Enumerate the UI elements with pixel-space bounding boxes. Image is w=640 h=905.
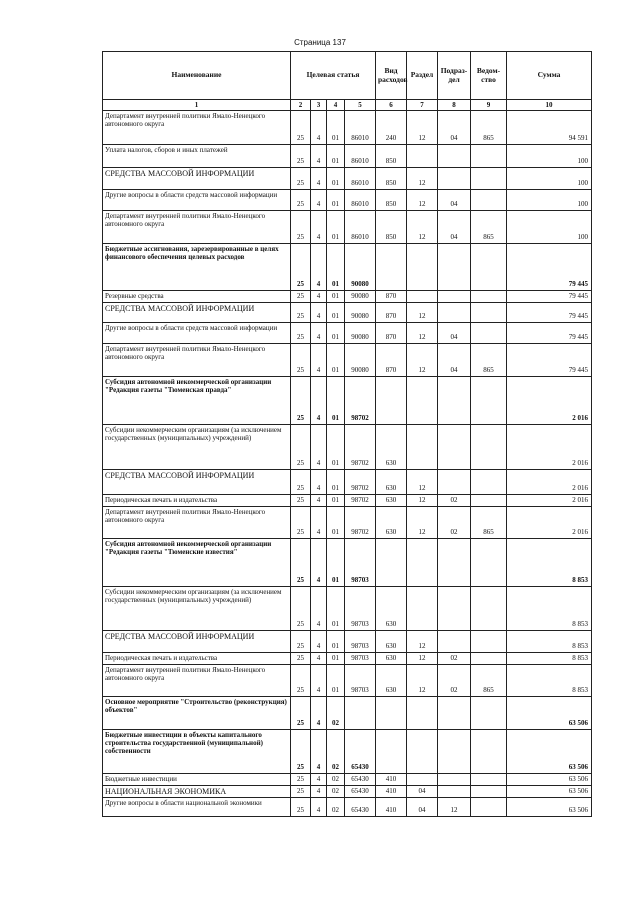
cell-target-direction: 98702 — [345, 377, 376, 425]
row-name: Периодическая печать и издательства — [103, 653, 291, 665]
cell-expense-type — [376, 377, 407, 425]
cell-target-activity: 01 — [327, 377, 345, 425]
row-name: Департамент внутренней политики Ямало-Ненецкого автономного округа — [103, 111, 291, 145]
cell-section: 04 — [407, 786, 438, 798]
row-name: Субсидия автономной некоммерческой организации "Редакция газеты "Тюменская правда" — [103, 377, 291, 425]
cell-sum: 2 016 — [507, 507, 592, 539]
cell-target-subprogram: 4 — [311, 303, 327, 323]
cell-subsection: 02 — [438, 665, 471, 697]
cell-subsection — [438, 730, 471, 774]
cell-department — [471, 539, 507, 587]
cell-target-program: 25 — [291, 495, 311, 507]
row-name: Резервные средства — [103, 291, 291, 303]
table-row — [103, 665, 592, 697]
cell-target-program: 25 — [291, 774, 311, 786]
cell-section: 12 — [407, 111, 438, 145]
cell-target-program: 25 — [291, 190, 311, 211]
cell-target-activity: 01 — [327, 323, 345, 344]
cell-department — [471, 697, 507, 730]
cell-target-program: 25 — [291, 244, 311, 291]
cell-target-direction — [345, 697, 376, 730]
cell-target-direction: 98702 — [345, 425, 376, 470]
cell-department: 865 — [471, 507, 507, 539]
cell-sum: 100 — [507, 190, 592, 211]
cell-target-direction: 65430 — [345, 786, 376, 798]
cell-target-activity: 01 — [327, 291, 345, 303]
row-name: СРЕДСТВА МАССОВОЙ ИНФОРМАЦИИ — [103, 470, 291, 495]
cell-target-direction: 90080 — [345, 244, 376, 291]
cell-section: 12 — [407, 323, 438, 344]
cell-target-direction: 98702 — [345, 507, 376, 539]
table-row — [103, 495, 592, 507]
cell-department — [471, 145, 507, 168]
table-row — [103, 190, 592, 211]
cell-expense-type: 850 — [376, 190, 407, 211]
cell-section: 12 — [407, 344, 438, 377]
cell-sum: 8 853 — [507, 539, 592, 587]
cell-subsection — [438, 774, 471, 786]
cell-target-program: 25 — [291, 697, 311, 730]
row-name: Департамент внутренней политики Ямало-Ненецкого автономного округа — [103, 344, 291, 377]
cell-section — [407, 697, 438, 730]
cell-expense-type: 630 — [376, 507, 407, 539]
cell-subsection: 02 — [438, 507, 471, 539]
cell-department — [471, 377, 507, 425]
cell-sum: 79 445 — [507, 291, 592, 303]
column-number: 5 — [345, 100, 376, 111]
cell-department — [471, 425, 507, 470]
cell-department — [471, 470, 507, 495]
cell-expense-type: 870 — [376, 344, 407, 377]
cell-section — [407, 145, 438, 168]
cell-sum: 63 506 — [507, 730, 592, 774]
cell-sum: 8 853 — [507, 587, 592, 631]
table-row — [103, 539, 592, 587]
cell-sum: 2 016 — [507, 495, 592, 507]
cell-expense-type: 630 — [376, 587, 407, 631]
cell-target-activity: 02 — [327, 774, 345, 786]
cell-section: 12 — [407, 495, 438, 507]
cell-department: 865 — [471, 111, 507, 145]
cell-section — [407, 539, 438, 587]
cell-section — [407, 587, 438, 631]
table-row — [103, 507, 592, 539]
row-name: Бюджетные инвестиции в объекты капитального строительства государственной (муниципальной) собственности — [103, 730, 291, 774]
cell-target-subprogram: 4 — [311, 653, 327, 665]
cell-target-subprogram: 4 — [311, 798, 327, 817]
cell-target-direction: 98702 — [345, 470, 376, 495]
table-row — [103, 323, 592, 344]
row-name: Основное мероприятие "Строительство (реконструкция) объектов" — [103, 697, 291, 730]
cell-expense-type: 630 — [376, 425, 407, 470]
cell-section: 12 — [407, 653, 438, 665]
cell-target-program: 25 — [291, 798, 311, 817]
header-sum: Сумма — [507, 52, 592, 100]
cell-department — [471, 730, 507, 774]
cell-subsection — [438, 697, 471, 730]
row-name: Департамент внутренней политики Ямало-Ненецкого автономного округа — [103, 211, 291, 244]
cell-department — [471, 631, 507, 653]
cell-department — [471, 495, 507, 507]
cell-target-subprogram: 4 — [311, 323, 327, 344]
cell-target-program: 25 — [291, 425, 311, 470]
cell-department: 865 — [471, 211, 507, 244]
cell-target-subprogram: 4 — [311, 774, 327, 786]
cell-target-activity: 01 — [327, 168, 345, 190]
header-department: Ведом-ство — [471, 52, 507, 100]
cell-subsection — [438, 470, 471, 495]
column-number: 1 — [103, 100, 291, 111]
row-name: Другие вопросы в области национальной экономики — [103, 798, 291, 817]
column-number: 4 — [327, 100, 345, 111]
cell-expense-type: 630 — [376, 495, 407, 507]
row-name: СРЕДСТВА МАССОВОЙ ИНФОРМАЦИИ — [103, 631, 291, 653]
cell-target-direction: 90080 — [345, 291, 376, 303]
cell-expense-type: 850 — [376, 211, 407, 244]
cell-target-subprogram: 4 — [311, 786, 327, 798]
cell-subsection: 04 — [438, 190, 471, 211]
cell-sum: 79 445 — [507, 303, 592, 323]
cell-target-subprogram: 4 — [311, 587, 327, 631]
cell-target-direction: 65430 — [345, 730, 376, 774]
cell-subsection: 04 — [438, 344, 471, 377]
cell-subsection — [438, 244, 471, 291]
row-name: СРЕДСТВА МАССОВОЙ ИНФОРМАЦИИ — [103, 303, 291, 323]
cell-target-program: 25 — [291, 631, 311, 653]
cell-expense-type — [376, 539, 407, 587]
row-name: Субсидии некоммерческим организациям (за исключением государственных (муниципальных) учреждений) — [103, 587, 291, 631]
cell-target-program: 25 — [291, 587, 311, 631]
cell-sum: 8 853 — [507, 653, 592, 665]
row-name: Бюджетные ассигнования, зарезервированные в целях финансового обеспечения целевых расходов — [103, 244, 291, 291]
cell-target-program: 25 — [291, 730, 311, 774]
cell-expense-type: 870 — [376, 323, 407, 344]
cell-department — [471, 291, 507, 303]
cell-subsection: 02 — [438, 495, 471, 507]
row-name: Другие вопросы в области средств массовой информации — [103, 190, 291, 211]
budget-table — [102, 51, 592, 817]
table-row — [103, 730, 592, 774]
cell-target-subprogram: 4 — [311, 244, 327, 291]
cell-target-direction: 98703 — [345, 587, 376, 631]
header-target-article: Целевая статья — [291, 52, 376, 100]
cell-section — [407, 377, 438, 425]
cell-expense-type: 240 — [376, 111, 407, 145]
cell-sum: 63 506 — [507, 774, 592, 786]
cell-subsection — [438, 587, 471, 631]
row-name: СРЕДСТВА МАССОВОЙ ИНФОРМАЦИИ — [103, 168, 291, 190]
table-row — [103, 211, 592, 244]
cell-target-activity: 01 — [327, 344, 345, 377]
cell-subsection: 02 — [438, 653, 471, 665]
cell-target-subprogram: 4 — [311, 697, 327, 730]
cell-target-subprogram: 4 — [311, 190, 327, 211]
column-number: 2 — [291, 100, 311, 111]
cell-expense-type: 630 — [376, 665, 407, 697]
cell-sum: 79 445 — [507, 323, 592, 344]
cell-department — [471, 587, 507, 631]
table-row — [103, 774, 592, 786]
cell-target-program: 25 — [291, 145, 311, 168]
cell-target-direction: 65430 — [345, 774, 376, 786]
cell-section — [407, 291, 438, 303]
cell-target-program: 25 — [291, 786, 311, 798]
cell-expense-type: 630 — [376, 653, 407, 665]
cell-section: 12 — [407, 631, 438, 653]
header-name: Наименование — [103, 52, 291, 100]
cell-section: 12 — [407, 470, 438, 495]
cell-sum: 79 445 — [507, 344, 592, 377]
row-name: Периодическая печать и издательства — [103, 495, 291, 507]
cell-subsection — [438, 786, 471, 798]
cell-target-activity: 01 — [327, 653, 345, 665]
cell-section: 12 — [407, 665, 438, 697]
cell-target-program: 25 — [291, 344, 311, 377]
cell-subsection: 04 — [438, 211, 471, 244]
cell-target-activity: 02 — [327, 730, 345, 774]
cell-target-program: 25 — [291, 111, 311, 145]
cell-target-activity: 01 — [327, 587, 345, 631]
cell-target-direction: 86010 — [345, 111, 376, 145]
table-row — [103, 344, 592, 377]
cell-target-activity: 02 — [327, 697, 345, 730]
cell-target-subprogram: 4 — [311, 145, 327, 168]
cell-target-direction: 86010 — [345, 168, 376, 190]
cell-target-program: 25 — [291, 291, 311, 303]
cell-subsection: 04 — [438, 323, 471, 344]
cell-expense-type: 630 — [376, 470, 407, 495]
cell-target-direction: 86010 — [345, 145, 376, 168]
cell-sum: 2 016 — [507, 470, 592, 495]
column-number: 3 — [311, 100, 327, 111]
row-name: Уплата налогов, сборов и иных платежей — [103, 145, 291, 168]
cell-target-activity: 01 — [327, 470, 345, 495]
cell-target-subprogram: 4 — [311, 665, 327, 697]
cell-expense-type: 410 — [376, 786, 407, 798]
cell-section — [407, 244, 438, 291]
row-name: Субсидии некоммерческим организациям (за исключением государственных (муниципальных) учреждений) — [103, 425, 291, 470]
row-name: Другие вопросы в области средств массовой информации — [103, 323, 291, 344]
cell-target-activity: 02 — [327, 798, 345, 817]
column-number: 10 — [507, 100, 592, 111]
cell-target-program: 25 — [291, 168, 311, 190]
cell-department — [471, 798, 507, 817]
cell-target-subprogram: 4 — [311, 111, 327, 145]
cell-target-activity: 01 — [327, 495, 345, 507]
cell-section — [407, 730, 438, 774]
cell-expense-type: 410 — [376, 798, 407, 817]
cell-subsection — [438, 303, 471, 323]
column-number-row — [103, 100, 592, 111]
cell-target-activity: 01 — [327, 211, 345, 244]
table-row — [103, 168, 592, 190]
row-name: НАЦИОНАЛЬНАЯ ЭКОНОМИКА — [103, 786, 291, 798]
cell-target-program: 25 — [291, 377, 311, 425]
cell-target-program: 25 — [291, 653, 311, 665]
cell-target-subprogram: 4 — [311, 631, 327, 653]
table-row — [103, 111, 592, 145]
cell-expense-type: 870 — [376, 291, 407, 303]
cell-expense-type — [376, 730, 407, 774]
cell-target-program: 25 — [291, 539, 311, 587]
cell-section: 12 — [407, 168, 438, 190]
header-section: Раздел — [407, 52, 438, 100]
page-number-label: Страница 137 — [294, 38, 346, 47]
cell-sum: 100 — [507, 211, 592, 244]
cell-subsection — [438, 631, 471, 653]
cell-expense-type: 410 — [376, 774, 407, 786]
cell-department — [471, 786, 507, 798]
cell-section — [407, 774, 438, 786]
cell-department — [471, 244, 507, 291]
cell-target-activity: 01 — [327, 190, 345, 211]
cell-subsection: 04 — [438, 111, 471, 145]
cell-sum: 100 — [507, 145, 592, 168]
cell-target-direction: 98703 — [345, 665, 376, 697]
cell-subsection — [438, 145, 471, 168]
table-row — [103, 425, 592, 470]
table-row — [103, 145, 592, 168]
cell-subsection — [438, 425, 471, 470]
cell-section: 04 — [407, 798, 438, 817]
cell-sum: 94 591 — [507, 111, 592, 145]
cell-department — [471, 323, 507, 344]
cell-sum: 63 506 — [507, 786, 592, 798]
cell-target-activity: 01 — [327, 145, 345, 168]
cell-target-subprogram: 4 — [311, 495, 327, 507]
table-row — [103, 303, 592, 323]
cell-target-subprogram: 4 — [311, 291, 327, 303]
table-row — [103, 786, 592, 798]
cell-department — [471, 168, 507, 190]
table-row — [103, 587, 592, 631]
header-row — [103, 52, 592, 100]
table-row — [103, 470, 592, 495]
cell-subsection: 12 — [438, 798, 471, 817]
column-number: 9 — [471, 100, 507, 111]
cell-target-subprogram: 4 — [311, 377, 327, 425]
cell-expense-type: 630 — [376, 631, 407, 653]
cell-department — [471, 653, 507, 665]
cell-sum: 79 445 — [507, 244, 592, 291]
cell-section: 12 — [407, 190, 438, 211]
cell-target-subprogram: 4 — [311, 425, 327, 470]
cell-sum: 8 853 — [507, 631, 592, 653]
cell-expense-type: 870 — [376, 303, 407, 323]
table-row — [103, 291, 592, 303]
header-expense-type: Вид расходов — [376, 52, 407, 100]
cell-target-activity: 02 — [327, 786, 345, 798]
cell-department: 865 — [471, 665, 507, 697]
cell-target-activity: 01 — [327, 425, 345, 470]
cell-target-program: 25 — [291, 507, 311, 539]
cell-sum: 100 — [507, 168, 592, 190]
cell-subsection — [438, 291, 471, 303]
cell-target-direction: 98703 — [345, 539, 376, 587]
cell-target-program: 25 — [291, 211, 311, 244]
cell-expense-type: 850 — [376, 168, 407, 190]
cell-section — [407, 425, 438, 470]
cell-target-direction: 86010 — [345, 211, 376, 244]
cell-sum: 2 016 — [507, 377, 592, 425]
cell-target-activity: 01 — [327, 507, 345, 539]
cell-target-direction: 90080 — [345, 323, 376, 344]
cell-target-direction: 98703 — [345, 653, 376, 665]
cell-target-direction: 98702 — [345, 495, 376, 507]
cell-section: 12 — [407, 303, 438, 323]
header-subsection: Подраз-дел — [438, 52, 471, 100]
row-name: Департамент внутренней политики Ямало-Ненецкого автономного округа — [103, 665, 291, 697]
row-name: Департамент внутренней политики Ямало-Ненецкого автономного округа — [103, 507, 291, 539]
row-name: Бюджетные инвестиции — [103, 774, 291, 786]
cell-department — [471, 303, 507, 323]
cell-expense-type — [376, 697, 407, 730]
cell-target-direction: 86010 — [345, 190, 376, 211]
cell-expense-type: 850 — [376, 145, 407, 168]
cell-subsection — [438, 168, 471, 190]
cell-section: 12 — [407, 507, 438, 539]
cell-target-activity: 01 — [327, 244, 345, 291]
table-row — [103, 653, 592, 665]
cell-target-subprogram: 4 — [311, 344, 327, 377]
cell-sum: 63 506 — [507, 697, 592, 730]
cell-target-direction: 65430 — [345, 798, 376, 817]
column-number: 8 — [438, 100, 471, 111]
cell-target-subprogram: 4 — [311, 168, 327, 190]
cell-target-subprogram: 4 — [311, 507, 327, 539]
cell-sum: 8 853 — [507, 665, 592, 697]
cell-department — [471, 774, 507, 786]
table-row — [103, 377, 592, 425]
cell-department — [471, 190, 507, 211]
table-row — [103, 798, 592, 817]
cell-target-subprogram: 4 — [311, 211, 327, 244]
table-row — [103, 697, 592, 730]
cell-target-subprogram: 4 — [311, 539, 327, 587]
cell-target-subprogram: 4 — [311, 470, 327, 495]
cell-target-program: 25 — [291, 470, 311, 495]
cell-section: 12 — [407, 211, 438, 244]
cell-target-activity: 01 — [327, 539, 345, 587]
cell-target-program: 25 — [291, 303, 311, 323]
cell-target-program: 25 — [291, 665, 311, 697]
cell-target-activity: 01 — [327, 665, 345, 697]
table-row — [103, 631, 592, 653]
table-row — [103, 244, 592, 291]
cell-department: 865 — [471, 344, 507, 377]
column-number: 7 — [407, 100, 438, 111]
cell-subsection — [438, 377, 471, 425]
row-name: Субсидия автономной некоммерческой организации "Редакция газеты "Тюменские известия" — [103, 539, 291, 587]
cell-target-direction: 98703 — [345, 631, 376, 653]
cell-target-program: 25 — [291, 323, 311, 344]
cell-sum: 63 506 — [507, 798, 592, 817]
cell-expense-type — [376, 244, 407, 291]
cell-target-direction: 90080 — [345, 344, 376, 377]
cell-subsection — [438, 539, 471, 587]
cell-target-activity: 01 — [327, 631, 345, 653]
cell-target-direction: 90080 — [345, 303, 376, 323]
cell-target-subprogram: 4 — [311, 730, 327, 774]
column-number: 6 — [376, 100, 407, 111]
cell-target-activity: 01 — [327, 303, 345, 323]
cell-target-activity: 01 — [327, 111, 345, 145]
cell-sum: 2 016 — [507, 425, 592, 470]
